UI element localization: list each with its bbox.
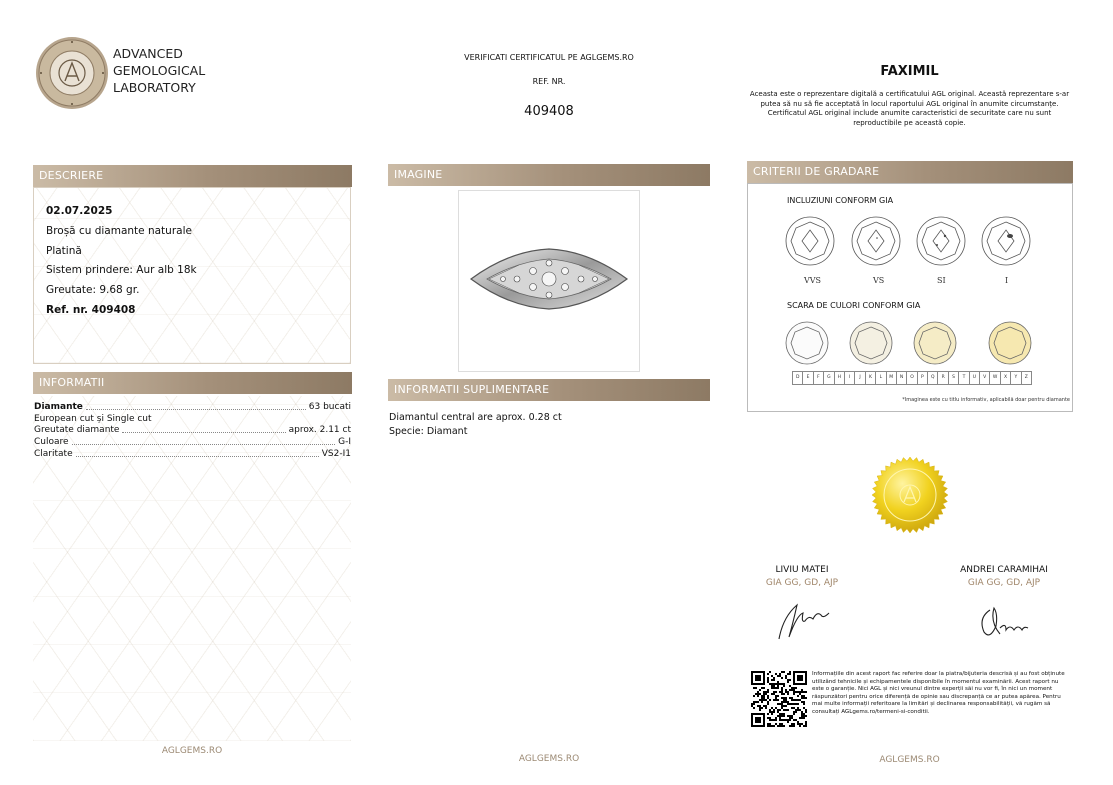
lab-name-line1: ADVANCED <box>113 46 183 61</box>
info-value: 63 bucati <box>308 402 351 412</box>
info-row-diamante <box>34 401 351 413</box>
lab-name <box>113 45 205 96</box>
color-scale-cell: G <box>823 371 833 385</box>
info-row-culoare <box>34 436 351 448</box>
color-scale <box>792 371 1032 385</box>
info-value: aprox. 2.11 ct <box>288 425 351 435</box>
info-value: VS2-I1 <box>321 449 351 459</box>
color-scale-cell: I <box>844 371 854 385</box>
info-row-greutate <box>34 424 351 436</box>
color-scale-cell: F <box>813 371 823 385</box>
info-label: Culoare <box>34 437 69 447</box>
gold-seal-icon <box>871 456 949 534</box>
inclusion-label-si: SI <box>937 276 946 285</box>
lab-name-line2: GEMOLOGICAL <box>113 63 206 78</box>
descriere-metal: Platină <box>46 245 82 257</box>
agl-logo <box>34 35 110 111</box>
color-scale-cell: Z <box>1021 371 1032 385</box>
inclusion-label-vvs: VVS <box>804 276 822 285</box>
faximil-text: Aceasta este o reprezentare digitală a certificatului AGL original. Această reprezentare s-ar putea să nu să fie acceptată în locul raportului AGL original în anumite circumstanțe. Certificatul AGL original include anumite caracteristici de securitate care nu sunt reproductibile pe această copie. <box>749 90 1070 127</box>
signer-1-name: LIVIU MATEI <box>775 565 829 575</box>
diamond-vvs-icon <box>786 217 834 265</box>
info-value: G-I <box>338 437 351 447</box>
informatii-header: INFORMATII <box>33 372 352 394</box>
color-scale-cell: V <box>979 371 989 385</box>
brooch-image <box>459 191 639 371</box>
color-scale-cell: W <box>989 371 999 385</box>
criterii-note: *Imaginea este cu titlu informativ, aplicabilă doar pentru diamante <box>902 397 1070 403</box>
info-label: European cut și Single cut <box>34 414 152 424</box>
ref-number: 409408 <box>524 104 574 119</box>
diamond-i-icon <box>982 217 1030 265</box>
faximil-title: FAXIMIL <box>880 64 939 79</box>
color-scale-cell: E <box>802 371 812 385</box>
color-scale-cell: P <box>917 371 927 385</box>
color-scale-cell: O <box>906 371 916 385</box>
color-scale-cell: J <box>854 371 864 385</box>
ref-label: REF. NR. <box>532 77 566 86</box>
inclusion-label-i: I <box>1005 276 1009 285</box>
descriere-panel <box>33 187 351 364</box>
color-scale-cell: L <box>875 371 885 385</box>
suplimentare-line2: Specie: Diamant <box>389 426 468 437</box>
diamond-vs-icon <box>852 217 900 265</box>
color-scale-cell: K <box>865 371 875 385</box>
diamond-near-colorless-icon <box>850 322 892 364</box>
signature-2 <box>976 600 1032 644</box>
footer-left-link[interactable]: AGLGEMS.RO <box>161 746 223 756</box>
signer-2-title: GIA GG, GD, AJP <box>967 578 1041 588</box>
color-scale-cell: T <box>958 371 968 385</box>
color-scale-cell: R <box>937 371 947 385</box>
descriere-ref: Ref. nr. 409408 <box>46 304 136 316</box>
agl-seal-icon <box>34 35 110 111</box>
descriere-weight: Greutate: 9.68 gr. <box>46 284 140 296</box>
color-scale-cell: X <box>1000 371 1010 385</box>
imagine-header: IMAGINE <box>388 164 710 186</box>
color-scale-cell: Q <box>927 371 937 385</box>
color-scale-cell: D <box>792 371 802 385</box>
signer-1-title: GIA GG, GD, AJP <box>765 578 839 588</box>
footer-center-link[interactable]: AGLGEMS.RO <box>518 754 580 764</box>
disclaimer-text: Informațiile din acest raport fac referire doar la piatra/bijuteria descrisă și au fost obținute utilizând tehnicile și echipamentele disponibile în momentul examinării. Acest raport nu este o garanție. Nici AGL și nici vreunul dintre experții săi nu vor fi, în nici un moment răspunzători pentru orice diferență de opinie sau discrepanță ce ar putea apărea. Pentru mai multe informații referitoare la limitări și declinarea responsabilității, vă rugăm să consultați AGLgems.ro/termeni-si-conditii. <box>812 671 1065 715</box>
descriere-date: 02.07.2025 <box>46 205 113 217</box>
diamond-light-icon <box>989 322 1031 364</box>
descriere-setting: Sistem prindere: Aur alb 18k <box>46 264 197 276</box>
color-scale-cell: S <box>948 371 958 385</box>
inclusions-title: INCLUZIUNI CONFORM GIA <box>787 196 894 205</box>
signer-2-name: ANDREI CARAMIHAI <box>960 565 1048 575</box>
diamond-colorless-icon <box>786 322 828 364</box>
descriere-header: DESCRIERE <box>33 165 352 187</box>
info-label: Greutate diamante <box>34 425 120 435</box>
signature-1 <box>773 597 837 645</box>
inclusion-label-vs: VS <box>873 276 885 285</box>
lab-name-line3: LABORATORY <box>113 80 196 95</box>
footer-right-link[interactable]: AGLGEMS.RO <box>879 755 940 765</box>
descriere-item: Broșă cu diamante naturale <box>46 225 192 237</box>
diamond-faint-icon <box>914 322 956 364</box>
info-row-claritate <box>34 448 351 460</box>
color-diagrams <box>785 319 1045 369</box>
color-title: SCARA DE CULORI CONFORM GIA <box>787 301 921 310</box>
criterii-panel <box>747 183 1073 412</box>
color-scale-cell: H <box>834 371 844 385</box>
color-scale-cell: Y <box>1010 371 1020 385</box>
suplimentare-line1: Diamantul central are aprox. 0.28 ct <box>389 412 562 423</box>
color-scale-cell: U <box>969 371 979 385</box>
verify-text: VERIFICATI CERTIFICATUL PE AGLGEMS.RO <box>464 53 634 62</box>
info-label: Claritate <box>34 449 73 459</box>
diamond-si-icon <box>917 217 965 265</box>
suplimentare-header: INFORMATII SUPLIMENTARE <box>388 379 710 401</box>
criterii-header: CRITERII DE GRADARE <box>747 161 1073 183</box>
qr-code-icon[interactable] <box>751 671 807 727</box>
product-image-frame <box>458 190 640 372</box>
color-scale-cell: N <box>896 371 906 385</box>
info-label: Diamante <box>34 402 83 412</box>
color-scale-cell: M <box>886 371 896 385</box>
inclusion-diagrams <box>785 214 1045 274</box>
